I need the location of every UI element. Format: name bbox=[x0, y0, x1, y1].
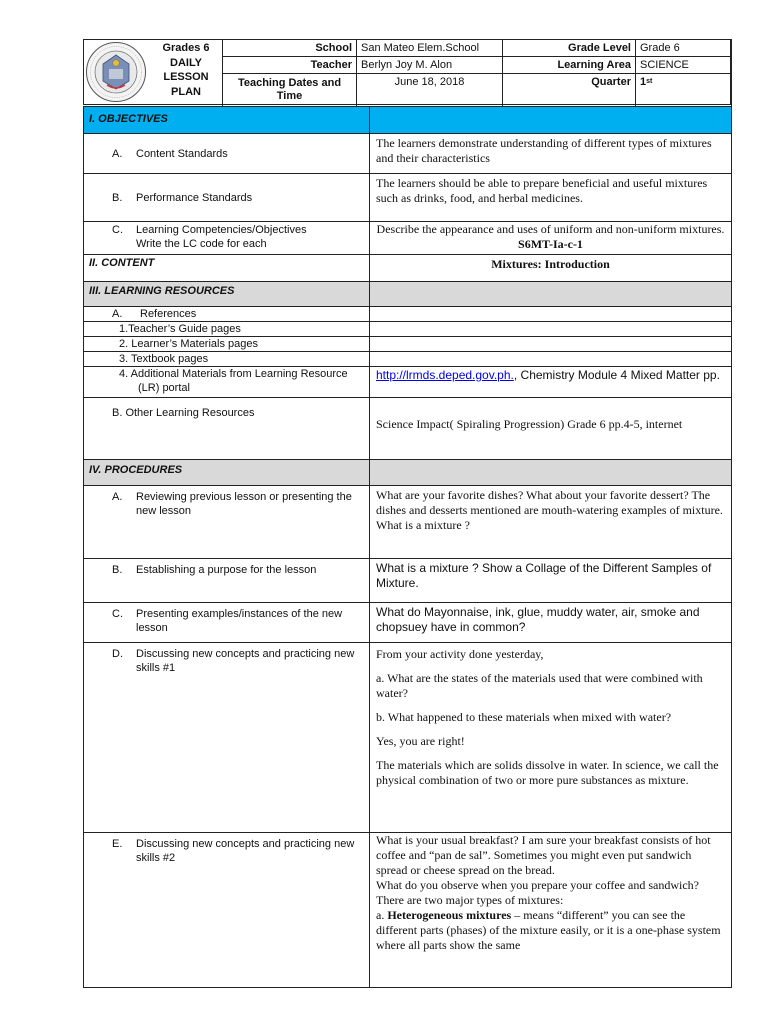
presenting-examples-label-cell bbox=[84, 603, 370, 643]
learning-competencies-value bbox=[370, 222, 732, 255]
learning-area-label: Learning Area bbox=[503, 57, 636, 74]
discussing-concepts-2-letter: E. bbox=[112, 838, 123, 850]
learners-materials-row bbox=[84, 337, 732, 352]
additional-materials-label-cell bbox=[84, 367, 370, 398]
mixture-types-intro: There are two major types of mixtures: bbox=[376, 893, 564, 907]
learning-competencies-letter: C. bbox=[112, 224, 123, 236]
performance-standards-letter: B. bbox=[112, 191, 123, 204]
grade-level-label: Grade Level bbox=[503, 40, 636, 57]
performance-standards-label-cell bbox=[84, 174, 370, 222]
reviewing-lesson-row bbox=[84, 486, 732, 559]
content-standards-value: The learners demonstrate understanding of different types of mixtures and their characteristics bbox=[370, 134, 732, 174]
discussing-concepts-1-value bbox=[370, 643, 732, 833]
content-heading: II. CONTENT bbox=[84, 255, 370, 282]
reviewing-lesson-question: What is a mixture ? bbox=[376, 518, 470, 532]
textbook-pages-label: 3. Textbook pages bbox=[119, 353, 209, 365]
content-row bbox=[84, 255, 732, 282]
school-label: School bbox=[223, 40, 357, 57]
content-standards-label-cell bbox=[84, 134, 370, 174]
objectives-band bbox=[370, 107, 732, 134]
teachers-guide-label: 1.Teacher’s Guide pages bbox=[119, 323, 241, 335]
learning-competencies-label-cell bbox=[84, 222, 370, 255]
learning-competencies-text: Describe the appearance and uses of uniform and non-uniform mixtures. bbox=[376, 222, 725, 236]
quarter-label: Quarter bbox=[503, 74, 636, 107]
heterogeneous-text: – means “different” you can see the different parts (phases) of the mixture easily, or it is a one-phase system where all parts show the same bbox=[376, 908, 721, 952]
learning-competencies-row bbox=[84, 222, 732, 255]
establishing-purpose-value: What is a mixture ? Show a Collage of the Different Samples of Mixture. bbox=[370, 559, 732, 603]
content-standards-label: Content Standards bbox=[136, 147, 228, 160]
school-value: San Mateo Elem.School bbox=[357, 40, 503, 57]
establishing-purpose-letter: B. bbox=[112, 564, 123, 576]
discussing-concepts-1-row bbox=[84, 643, 732, 833]
reviewing-lesson-text: What are your favorite dishes? What about your favorite dessert? The dishes and desserts mentioned are mouth-watering examples of mixture. bbox=[376, 488, 723, 517]
reviewing-lesson-label: Reviewing previous lesson or presenting the new lesson bbox=[136, 491, 352, 517]
heterogeneous-prefix: a. bbox=[376, 908, 385, 922]
reviewing-lesson-value bbox=[370, 486, 732, 559]
learners-materials-label-cell bbox=[84, 337, 370, 352]
lesson-plan-table bbox=[83, 106, 732, 988]
procedures-section-row bbox=[84, 460, 732, 486]
additional-materials-label-cont: (LR) portal bbox=[138, 382, 190, 394]
quarter-value bbox=[636, 74, 732, 107]
additional-materials-row bbox=[84, 367, 732, 398]
textbook-pages-label-cell bbox=[84, 352, 370, 367]
dlp-title-line: LESSON bbox=[163, 71, 209, 83]
heterogeneous-term: Heterogeneous mixtures bbox=[387, 908, 512, 922]
discussing-concepts-1-letter: D. bbox=[112, 648, 123, 660]
quarter-suffix: st bbox=[646, 78, 653, 85]
heterogeneous-definition bbox=[376, 908, 725, 953]
learners-materials-value bbox=[370, 337, 732, 352]
additional-materials-text: , Chemistry Module 4 Mixed Matter pp. bbox=[513, 368, 720, 382]
teacher-value: Berlyn Joy M. Alon bbox=[357, 57, 503, 74]
dlp-title-line: PLAN bbox=[171, 85, 201, 98]
content-standards-letter: A. bbox=[112, 147, 123, 160]
other-resources-value: Science Impact( Spiraling Progression) Grade 6 pp.4-5, internet bbox=[370, 398, 732, 460]
discussing-concepts-2-label-cell bbox=[84, 833, 370, 988]
establishing-purpose-label-cell bbox=[84, 559, 370, 603]
discussing-concepts-2-row bbox=[84, 833, 732, 988]
question-a: a. What are the states of the materials used that were combined with water? bbox=[376, 671, 703, 700]
quarter-number: 1 bbox=[640, 76, 647, 88]
learners-materials-label: 2. Learner’s Materials pages bbox=[119, 338, 259, 350]
mixture-definition: The materials which are solids dissolve in water. In science, we call the physical combination of two or more pure substances as mixture. bbox=[376, 758, 719, 787]
activity-intro: From your activity done yesterday, bbox=[376, 647, 544, 661]
content-value: Mixtures: Introduction bbox=[370, 255, 732, 282]
teaching-dates-label-line: Teaching Dates and bbox=[237, 77, 342, 89]
discussing-concepts-2-label: Discussing new concepts and practicing new skills #2 bbox=[136, 838, 355, 864]
learning-resources-band bbox=[370, 282, 732, 307]
teachers-guide-row bbox=[84, 322, 732, 337]
establishing-purpose-row bbox=[84, 559, 732, 603]
other-resources-row bbox=[84, 398, 732, 460]
teaching-dates-value: June 18, 2018 bbox=[357, 74, 503, 107]
performance-standards-row bbox=[84, 174, 732, 222]
discussing-concepts-2-value bbox=[370, 833, 732, 988]
establishing-purpose-label: Establishing a purpose for the lesson bbox=[136, 564, 317, 576]
textbook-pages-row bbox=[84, 352, 732, 367]
references-row bbox=[84, 307, 732, 322]
performance-standards-label: Performance Standards bbox=[136, 191, 253, 204]
teachers-guide-value bbox=[370, 322, 732, 337]
learning-competencies-label: Learning Competencies/Objectives bbox=[136, 224, 307, 236]
discussing-concepts-1-label-cell bbox=[84, 643, 370, 833]
additional-materials-label: 4. Additional Materials from Learning Resource bbox=[119, 368, 348, 380]
affirmation: Yes, you are right! bbox=[376, 734, 465, 748]
lc-code-instruction: Write the LC code for each bbox=[136, 238, 267, 250]
other-resources-label: B. Other Learning Resources bbox=[112, 407, 255, 419]
lc-code: S6MT-Ia-c-1 bbox=[518, 237, 583, 251]
presenting-examples-value: What do Mayonnaise, ink, glue, muddy water, air, smoke and chopsuey have in common? bbox=[370, 603, 732, 643]
performance-standards-value: The learners should be able to prepare beneficial and useful mixtures such as drinks, food, and herbal medicines. bbox=[370, 174, 732, 222]
question-b: b. What happened to these materials when mixed with water? bbox=[376, 710, 672, 724]
teaching-dates-label-line: Time bbox=[276, 90, 303, 102]
teacher-label: Teacher bbox=[223, 57, 357, 74]
dlp-title-line: Grades 6 bbox=[162, 42, 210, 54]
references-value bbox=[370, 307, 732, 322]
dlp-title-line: DAILY bbox=[170, 56, 202, 69]
procedures-heading: IV. PROCEDURES bbox=[84, 460, 370, 486]
references-letter: A. bbox=[112, 308, 123, 320]
content-standards-row bbox=[84, 134, 732, 174]
procedures-band bbox=[370, 460, 732, 486]
other-resources-label-cell bbox=[84, 398, 370, 460]
discussing-concepts-1-label: Discussing new concepts and practicing new skills #1 bbox=[136, 648, 355, 674]
objectives-heading: I. OBJECTIVES bbox=[84, 107, 370, 134]
presenting-examples-letter: C. bbox=[112, 608, 123, 620]
lrmds-link[interactable]: http://lrmds.deped.gov.ph. bbox=[376, 368, 514, 382]
references-label-cell bbox=[84, 307, 370, 322]
deped-seal-icon bbox=[85, 41, 147, 103]
breakfast-question: What is your usual breakfast? I am sure your breakfast consists of hot coffee and “pan de sal”. Sometimes you might even put sandwich spread or cheese spread on the bread. bbox=[376, 833, 711, 877]
learning-resources-heading: III. LEARNING RESOURCES bbox=[84, 282, 370, 307]
additional-materials-value bbox=[370, 367, 732, 398]
teachers-guide-label-cell bbox=[84, 322, 370, 337]
textbook-pages-value bbox=[370, 352, 732, 367]
presenting-examples-label: Presenting examples/instances of the new lesson bbox=[136, 608, 343, 634]
observe-question: What do you observe when you prepare your coffee and sandwich? bbox=[376, 878, 699, 892]
header-grid bbox=[222, 39, 732, 107]
references-label: References bbox=[140, 308, 197, 320]
teaching-dates-label bbox=[223, 74, 357, 107]
presenting-examples-row bbox=[84, 603, 732, 643]
reviewing-lesson-label-cell bbox=[84, 486, 370, 559]
learning-area-value: SCIENCE bbox=[636, 57, 732, 74]
dlp-title bbox=[150, 41, 222, 99]
reviewing-lesson-letter: A. bbox=[112, 491, 123, 503]
grade-level-value: Grade 6 bbox=[636, 40, 732, 57]
learning-resources-section-row bbox=[84, 282, 732, 307]
objectives-section-row bbox=[84, 107, 732, 134]
